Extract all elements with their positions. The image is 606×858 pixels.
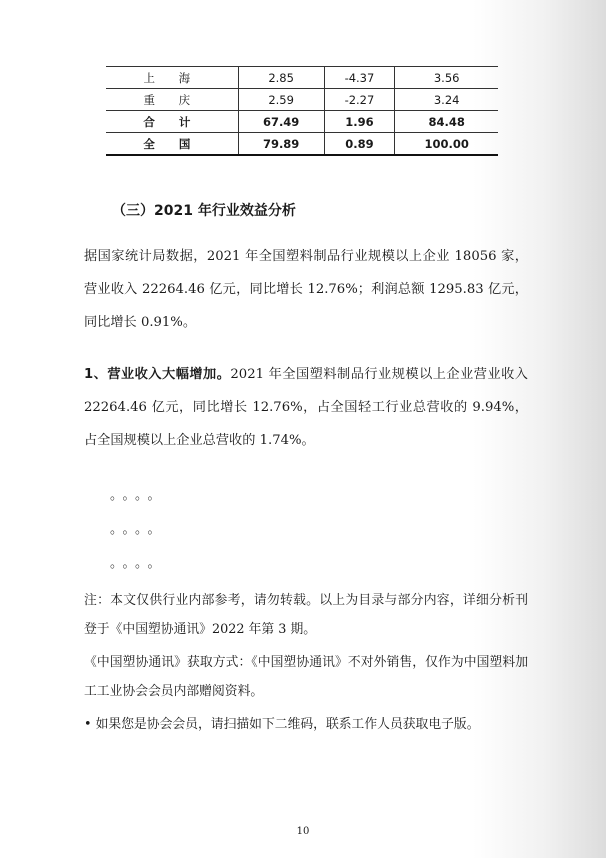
value-cell: 1.96 <box>324 111 395 133</box>
value-cell: 2.59 <box>238 89 324 111</box>
value-cell: -2.27 <box>324 89 395 111</box>
region-cell: 上 海 <box>106 67 238 89</box>
paragraph-body: 2021 年全国塑料制品行业规模以上企业营业收入 22264.46 亿元，同比增长 12.76%，占全国轻工行业总营收的 9.94%，占全国规模以上企业总营收的 1.74%。 <box>84 367 528 448</box>
region-cell: 合 计 <box>106 111 238 133</box>
value-cell: 79.89 <box>238 133 324 156</box>
value-cell: 100.00 <box>395 133 498 156</box>
ellipsis-line: 。。。。 <box>110 522 167 537</box>
value-cell: 0.89 <box>324 133 395 156</box>
member-bullet: • 如果您是协会会员，请扫描如下二维码，联系工作人员获取电子版。 <box>84 717 480 732</box>
table-row-national <box>106 133 498 156</box>
paragraph-lead: 1、营业收入大幅增加。 <box>84 367 231 382</box>
region-cell: 重 庆 <box>106 89 238 111</box>
value-cell: 3.56 <box>395 67 498 89</box>
table-row <box>106 67 498 89</box>
table-row <box>106 89 498 111</box>
ellipsis-line: 。。。。 <box>110 488 167 503</box>
section-title: （三）2021 年行业效益分析 <box>112 203 296 219</box>
value-cell: 2.85 <box>238 67 324 89</box>
table-row-total <box>106 111 498 133</box>
value-cell: 84.48 <box>395 111 498 133</box>
page-number: 10 <box>296 826 310 837</box>
note-paragraph: 注：本文仅供行业内部参考，请勿转载。以上为目录与部分内容，详细分析刊登于《中国塑协通讯》2022 年第 3 期。 <box>84 593 528 637</box>
region-data-table <box>106 66 498 156</box>
paragraph-revenue <box>84 358 528 457</box>
value-cell: 67.49 <box>238 111 324 133</box>
value-cell: 3.24 <box>395 89 498 111</box>
value-cell: -4.37 <box>324 67 395 89</box>
region-cell: 全 国 <box>106 133 238 156</box>
access-paragraph: 《中国塑协通讯》获取方式：《中国塑协通讯》不对外销售，仅作为中国塑料加工工业协会会员内部赠阅资料。 <box>84 655 528 699</box>
paragraph-industry-overview: 据国家统计局数据，2021 年全国塑料制品行业规模以上企业 18056 家，营业收入 22264.46 亿元，同比增长 12.76%；利润总额 1295.83 亿元，同比增长 0.91%。 <box>84 249 528 330</box>
ellipsis-line: 。。。。 <box>110 556 167 571</box>
